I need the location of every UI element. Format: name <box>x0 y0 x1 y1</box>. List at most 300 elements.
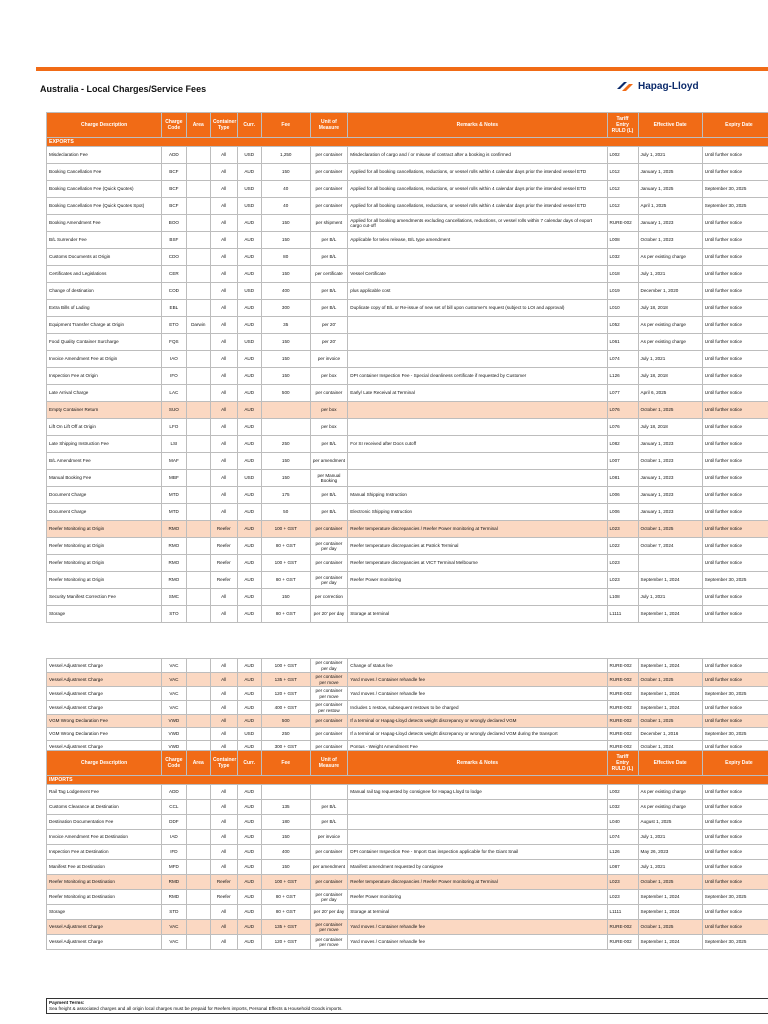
imports-cell-eff: May 26, 2023 <box>638 845 702 860</box>
exports-row <box>47 198 768 215</box>
exports-cell-code: FQS <box>162 334 186 351</box>
vac-row <box>47 687 768 701</box>
imports-cell-fee: 80 + GST <box>261 905 310 920</box>
imports-cell-ruld: L1111 <box>607 905 638 920</box>
exports-cell-exp: September 30, 2025 <box>702 572 768 589</box>
exports-cell-code: CER <box>162 266 186 283</box>
imports-cell-code: RMD <box>162 875 186 890</box>
exports-cell-curr: AUD <box>237 249 261 266</box>
exports-cell-area <box>186 249 210 266</box>
exports-cell-ruld: L076 <box>607 419 638 436</box>
exports-cell-uom: per correction <box>310 589 348 606</box>
exports-cell-uom: per container <box>310 555 348 572</box>
exports-cell-code: BCF <box>162 181 186 198</box>
exports-cell-fee: 80 + GST <box>261 606 310 623</box>
exports-cell-ruld: L019 <box>607 283 638 300</box>
exports-cell-type: Reefer <box>210 521 237 538</box>
exports-cell-uom: per B/L <box>310 283 348 300</box>
vac-cell-curr: AUD <box>237 659 261 673</box>
vac-cell-curr: AUD <box>237 701 261 715</box>
imports-cell-area <box>186 920 210 935</box>
imports-cell-code: MFD <box>162 860 186 875</box>
exports-cell-exp: Until further notice <box>702 232 768 249</box>
imports-cell-exp: Until further notice <box>702 785 768 800</box>
exports-cell-notes <box>348 249 607 266</box>
imports-row <box>47 920 768 935</box>
exports-cell-uom: per B/L <box>310 487 348 504</box>
exports-row <box>47 436 768 453</box>
exports-cell-ruld: L010 <box>607 300 638 317</box>
exports-cell-ruld: L022 <box>607 538 638 555</box>
exports-cell-notes <box>348 402 607 419</box>
vac-cell-eff: September 1, 2024 <box>638 659 702 673</box>
imports-cell-code: DDF <box>162 815 186 830</box>
exports-cell-uom: per box <box>310 402 348 419</box>
exports-cell-notes: Manual Shipping Instruction <box>348 487 607 504</box>
exports-cell-fee: 80 + GST <box>261 538 310 555</box>
imports-cell-type: All <box>210 785 237 800</box>
imports-cell-ruld: L002 <box>607 785 638 800</box>
exports-cell-area <box>186 147 210 164</box>
vac-cell-uom: per container <box>310 715 348 728</box>
imports-cell-type: All <box>210 815 237 830</box>
imports-col-uom: Unit of Measure <box>310 751 348 776</box>
imports-row <box>47 875 768 890</box>
imports-cell-desc: Customs Clearance at Destination <box>47 800 162 815</box>
vac-cell-fee: 300 + GST <box>261 741 310 754</box>
exports-cell-type: All <box>210 487 237 504</box>
imports-cell-curr: AUD <box>237 785 261 800</box>
imports-col-ruld: Tariff Entry RULD (L) <box>607 751 638 776</box>
hapag-lloyd-logo-icon <box>616 80 634 92</box>
imports-cell-area <box>186 890 210 905</box>
imports-cell-ruld: L023 <box>607 890 638 905</box>
exports-cell-curr: USD <box>237 334 261 351</box>
imports-cell-eff: July 1, 2021 <box>638 830 702 845</box>
imports-cell-notes: Yard moves / Container rehandle fee <box>348 920 607 935</box>
imports-cell-type: All <box>210 800 237 815</box>
imports-cell-ruld: L023 <box>607 875 638 890</box>
exports-cell-eff: October 1, 2025 <box>638 521 702 538</box>
exports-cell-desc: Reefer Monitoring at Origin <box>47 572 162 589</box>
imports-col-eff: Effective Date <box>638 751 702 776</box>
exports-cell-ruld: L023 <box>607 572 638 589</box>
exports-cell-code: MTD <box>162 504 186 521</box>
imports-cell-ruld: L087 <box>607 860 638 875</box>
exports-cell-eff: October 1, 2023 <box>638 453 702 470</box>
exports-cell-exp: Until further notice <box>702 266 768 283</box>
exports-row <box>47 368 768 385</box>
exports-cell-type: All <box>210 504 237 521</box>
exports-cell-type: All <box>210 215 237 232</box>
vac-cell-eff: September 1, 2024 <box>638 701 702 715</box>
exports-cell-uom: per 20' per day <box>310 606 348 623</box>
imports-cell-eff: July 1, 2021 <box>638 860 702 875</box>
exports-cell-fee: 1,250 <box>261 147 310 164</box>
imports-section-label: IMPORTS <box>47 776 768 785</box>
exports-cell-uom: per container <box>310 147 348 164</box>
exports-cell-fee: 250 <box>261 436 310 453</box>
imports-cell-curr: AUD <box>237 830 261 845</box>
exports-cell-exp: Until further notice <box>702 300 768 317</box>
imports-cell-notes: Reefer temperature discrepancies / Reefer Power monitoring at Terminal <box>348 875 607 890</box>
exports-cell-notes: Applied for all booking cancellations, reductions, or vessel rolls within 4 calendar days prior the intended vessel ETD <box>348 181 607 198</box>
exports-cell-exp: September 30, 2025 <box>702 198 768 215</box>
imports-header-row <box>47 751 768 776</box>
exports-cell-notes <box>348 589 607 606</box>
imports-cell-area <box>186 905 210 920</box>
exports-cell-area <box>186 300 210 317</box>
exports-cell-code: ETO <box>162 317 186 334</box>
imports-cell-code: CCL <box>162 800 186 815</box>
vac-cell-curr: USD <box>237 728 261 741</box>
exports-cell-fee <box>261 402 310 419</box>
imports-cell-notes <box>348 830 607 845</box>
imports-cell-notes: Manifest amendment requested by consignee <box>348 860 607 875</box>
imports-cell-uom: per invoice <box>310 830 348 845</box>
exports-cell-fee: 40 <box>261 198 310 215</box>
exports-cell-area <box>186 164 210 181</box>
imports-cell-type: All <box>210 830 237 845</box>
vac-cell-uom: per container per move <box>310 687 348 701</box>
exports-cell-code: BSF <box>162 232 186 249</box>
imports-cell-uom: per container per move <box>310 935 348 950</box>
exports-cell-uom: per B/L <box>310 232 348 249</box>
exports-cell-eff: September 1, 2024 <box>638 572 702 589</box>
vac-cell-code: VWD <box>162 728 186 741</box>
exports-cell-curr: AUD <box>237 164 261 181</box>
imports-cell-notes <box>348 800 607 815</box>
exports-cell-fee: 150 <box>261 368 310 385</box>
exports-cell-eff: January 1, 2023 <box>638 504 702 521</box>
exports-header-row <box>47 113 768 138</box>
exports-cell-type: Reefer <box>210 555 237 572</box>
exports-cell-notes: Duplicate copy of B/L or Re-issue of new set of bill upon customer's request (subject to LOI and approval) <box>348 300 607 317</box>
exports-cell-uom: per container <box>310 181 348 198</box>
imports-cell-notes <box>348 815 607 830</box>
exports-cell-eff: January 1, 2023 <box>638 215 702 232</box>
exports-cell-desc: Booking Cancellation Fee <box>47 164 162 181</box>
exports-cell-exp: Until further notice <box>702 368 768 385</box>
exports-row <box>47 555 768 572</box>
exports-cell-curr: AUD <box>237 555 261 572</box>
exports-cell-code: SMC <box>162 589 186 606</box>
imports-cell-exp: Until further notice <box>702 815 768 830</box>
exports-row <box>47 419 768 436</box>
exports-cell-notes: Electronic Shipping Instruction <box>348 504 607 521</box>
exports-cell-eff <box>638 555 702 572</box>
exports-cell-uom: per container <box>310 385 348 402</box>
vac-row <box>47 701 768 715</box>
imports-cell-code: RMD <box>162 890 186 905</box>
imports-cell-exp: September 30, 2025 <box>702 890 768 905</box>
imports-cell-desc: Vessel Adjustment Charge <box>47 920 162 935</box>
exports-col-curr: Curr. <box>237 113 261 138</box>
exports-cell-type: Reefer <box>210 572 237 589</box>
exports-cell-uom: per container per day <box>310 538 348 555</box>
exports-row <box>47 606 768 623</box>
vac-row <box>47 673 768 687</box>
exports-cell-ruld: L012 <box>607 164 638 181</box>
imports-cell-type: Reefer <box>210 875 237 890</box>
imports-cell-curr: AUD <box>237 935 261 950</box>
vac-cell-type: All <box>210 659 237 673</box>
exports-cell-eff: July 18, 2018 <box>638 368 702 385</box>
imports-cell-desc: Vessel Adjustment Charge <box>47 935 162 950</box>
exports-cell-exp: Until further notice <box>702 334 768 351</box>
imports-cell-eff: September 1, 2024 <box>638 935 702 950</box>
vac-cell-desc: Vessel Adjustment Charge <box>47 701 162 715</box>
exports-cell-area <box>186 504 210 521</box>
exports-cell-notes <box>348 317 607 334</box>
exports-cell-code: MBF <box>162 470 186 487</box>
exports-cell-curr: AUD <box>237 419 261 436</box>
exports-cell-desc: Invoice Amendment Fee at Origin <box>47 351 162 368</box>
exports-cell-curr: AUD <box>237 385 261 402</box>
imports-cell-fee: 180 <box>261 815 310 830</box>
imports-cell-uom: per amendment <box>310 860 348 875</box>
exports-cell-area <box>186 453 210 470</box>
exports-cell-uom: per amendment <box>310 453 348 470</box>
imports-col-fee: Fee <box>261 751 310 776</box>
exports-cell-uom: per Manual Booking <box>310 470 348 487</box>
vac-cell-uom: per container per restow <box>310 701 348 715</box>
imports-cell-ruld: RURE-002 <box>607 920 638 935</box>
exports-cell-exp: Until further notice <box>702 317 768 334</box>
exports-cell-area <box>186 606 210 623</box>
imports-row <box>47 830 768 845</box>
exports-cell-ruld: L082 <box>607 436 638 453</box>
exports-cell-uom: per container per day <box>310 572 348 589</box>
imports-cell-curr: AUD <box>237 845 261 860</box>
vac-cell-area <box>186 728 210 741</box>
vac-cell-code: VWD <box>162 715 186 728</box>
imports-table <box>46 750 768 950</box>
imports-cell-code: IFD <box>162 845 186 860</box>
exports-cell-code: ADD <box>162 147 186 164</box>
vac-cell-notes: If a terminal or Hapag-Lloyd detects weight discrepancy or wrongly declared VGM <box>348 715 607 728</box>
exports-cell-desc: Late Arrival Charge <box>47 385 162 402</box>
imports-col-notes: Remarks & Notes <box>348 751 607 776</box>
exports-cell-notes <box>348 419 607 436</box>
vac-cell-type: All <box>210 741 237 754</box>
exports-cell-exp: Until further notice <box>702 487 768 504</box>
imports-cell-curr: AUD <box>237 905 261 920</box>
exports-cell-type: All <box>210 181 237 198</box>
exports-cell-fee: 80 <box>261 249 310 266</box>
exports-cell-area <box>186 402 210 419</box>
vac-cell-area <box>186 687 210 701</box>
exports-cell-type: All <box>210 453 237 470</box>
exports-cell-area <box>186 198 210 215</box>
vac-cell-type: All <box>210 728 237 741</box>
imports-cell-ruld: RURE-002 <box>607 935 638 950</box>
exports-cell-desc: Reefer Monitoring at Origin <box>47 555 162 572</box>
exports-cell-eff: December 1, 2020 <box>638 283 702 300</box>
vessel-adjustment-table <box>46 658 768 754</box>
exports-cell-eff: January 1, 2025 <box>638 164 702 181</box>
brand-name: Hapag-Lloyd <box>638 80 699 92</box>
exports-cell-fee: 150 <box>261 215 310 232</box>
exports-cell-area <box>186 436 210 453</box>
exports-row <box>47 147 768 164</box>
exports-cell-code: RMO <box>162 521 186 538</box>
imports-cell-desc: Reefer Monitoring at Destination <box>47 890 162 905</box>
exports-cell-code: BCF <box>162 198 186 215</box>
imports-cell-type: All <box>210 860 237 875</box>
exports-cell-eff: July 18, 2018 <box>638 300 702 317</box>
vac-cell-ruld: RURE-002 <box>607 673 638 687</box>
exports-cell-ruld: L074 <box>607 351 638 368</box>
exports-row <box>47 351 768 368</box>
exports-cell-desc: Customs Documents at Origin <box>47 249 162 266</box>
exports-cell-exp: Until further notice <box>702 283 768 300</box>
exports-cell-code: MTD <box>162 487 186 504</box>
exports-cell-curr: AUD <box>237 351 261 368</box>
exports-cell-ruld: RURE-002 <box>607 215 638 232</box>
exports-cell-area <box>186 266 210 283</box>
exports-cell-area <box>186 283 210 300</box>
vac-cell-exp: September 30, 2025 <box>702 728 768 741</box>
exports-cell-fee: 40 <box>261 181 310 198</box>
exports-cell-curr: AUD <box>237 487 261 504</box>
exports-cell-notes: DPI container Inspection Fee - Special cleanliness certificate if requested by Customer <box>348 368 607 385</box>
vac-cell-fee: 250 <box>261 728 310 741</box>
imports-row <box>47 860 768 875</box>
exports-cell-curr: AUD <box>237 589 261 606</box>
exports-row <box>47 232 768 249</box>
exports-cell-ruld: L002 <box>607 147 638 164</box>
exports-cell-eff: September 1, 2024 <box>638 606 702 623</box>
exports-cell-area <box>186 538 210 555</box>
exports-cell-ruld: L052 <box>607 317 638 334</box>
exports-row <box>47 215 768 232</box>
exports-cell-exp: Until further notice <box>702 606 768 623</box>
exports-cell-curr: AUD <box>237 453 261 470</box>
exports-cell-fee: 150 <box>261 164 310 181</box>
exports-cell-notes: Applied for all booking cancellations, reductions, or vessel rolls within 4 calendar days prior the intended vessel ETD <box>348 198 607 215</box>
imports-cell-exp: Until further notice <box>702 845 768 860</box>
exports-cell-type: All <box>210 402 237 419</box>
vac-cell-ruld: RURE-002 <box>607 728 638 741</box>
exports-cell-area <box>186 555 210 572</box>
imports-cell-curr: AUD <box>237 815 261 830</box>
exports-cell-ruld: L108 <box>607 589 638 606</box>
exports-cell-eff: April 1, 2025 <box>638 198 702 215</box>
exports-cell-fee: 300 <box>261 300 310 317</box>
imports-cell-uom: per B/L <box>310 800 348 815</box>
vac-cell-desc: Vessel Adjustment Charge <box>47 659 162 673</box>
vac-row <box>47 715 768 728</box>
vac-cell-fee: 135 + GST <box>261 673 310 687</box>
exports-col-notes: Remarks & Notes <box>348 113 607 138</box>
imports-cell-curr: AUD <box>237 920 261 935</box>
exports-cell-exp: Until further notice <box>702 504 768 521</box>
exports-cell-exp: Until further notice <box>702 436 768 453</box>
exports-cell-desc: Booking Amendment Fee <box>47 215 162 232</box>
page-title: Australia - Local Charges/Service Fees <box>40 84 207 94</box>
imports-cell-curr: AUD <box>237 800 261 815</box>
exports-cell-exp: September 30, 2025 <box>702 181 768 198</box>
exports-cell-exp: Until further notice <box>702 351 768 368</box>
imports-cell-fee: 150 <box>261 830 310 845</box>
exports-cell-exp: Until further notice <box>702 453 768 470</box>
vac-cell-type: All <box>210 673 237 687</box>
exports-cell-ruld: L032 <box>607 249 638 266</box>
exports-cell-type: All <box>210 198 237 215</box>
exports-cell-uom: per B/L <box>310 249 348 266</box>
exports-cell-eff: July 1, 2021 <box>638 266 702 283</box>
imports-cell-type: All <box>210 845 237 860</box>
exports-cell-ruld: L076 <box>607 402 638 419</box>
imports-cell-area <box>186 860 210 875</box>
exports-cell-eff: As per existing charge <box>638 334 702 351</box>
vac-cell-ruld: RURE-002 <box>607 659 638 673</box>
exports-cell-notes: Misdeclaration of cargo and / or misuse of contract after a booking is confirmed <box>348 147 607 164</box>
exports-row <box>47 521 768 538</box>
exports-cell-exp: Until further notice <box>702 521 768 538</box>
imports-cell-type: Reefer <box>210 890 237 905</box>
exports-cell-desc: Manual Booking Fee <box>47 470 162 487</box>
imports-cell-code: VAC <box>162 920 186 935</box>
vac-cell-notes: Yard moves / Container rehandle fee <box>348 687 607 701</box>
exports-cell-uom: per container <box>310 521 348 538</box>
exports-cell-curr: USD <box>237 470 261 487</box>
exports-cell-fee: 100 + GST <box>261 521 310 538</box>
exports-cell-area <box>186 419 210 436</box>
imports-cell-fee: 150 <box>261 860 310 875</box>
imports-col-curr: Curr. <box>237 751 261 776</box>
vac-cell-code: VAC <box>162 673 186 687</box>
exports-col-desc: Charge Description <box>47 113 162 138</box>
imports-col-area: Area <box>186 751 210 776</box>
imports-cell-eff: September 1, 2024 <box>638 905 702 920</box>
exports-cell-area <box>186 181 210 198</box>
imports-cell-uom: per B/L <box>310 815 348 830</box>
exports-cell-uom: per invoice <box>310 351 348 368</box>
exports-cell-code: RMO <box>162 538 186 555</box>
exports-cell-eff: July 1, 2021 <box>638 147 702 164</box>
exports-col-eff: Effective Date <box>638 113 702 138</box>
vac-cell-type: All <box>210 715 237 728</box>
exports-col-code: Charge Code <box>162 113 186 138</box>
brand-logo <box>616 80 699 92</box>
vac-cell-uom: per container per move <box>310 673 348 687</box>
imports-cell-curr: AUD <box>237 875 261 890</box>
exports-row <box>47 266 768 283</box>
imports-cell-type: All <box>210 905 237 920</box>
exports-cell-fee: 150 <box>261 334 310 351</box>
exports-row <box>47 470 768 487</box>
exports-cell-eff: As per existing charge <box>638 317 702 334</box>
imports-row <box>47 935 768 950</box>
exports-cell-ruld: L023 <box>607 555 638 572</box>
imports-cell-fee <box>261 785 310 800</box>
exports-cell-desc: Reefer Monitoring at Origin <box>47 538 162 555</box>
exports-cell-exp: Until further notice <box>702 589 768 606</box>
exports-col-fee: Fee <box>261 113 310 138</box>
exports-row <box>47 249 768 266</box>
exports-col-type: Container Type <box>210 113 237 138</box>
exports-cell-fee: 80 + GST <box>261 572 310 589</box>
imports-cell-code: STD <box>162 905 186 920</box>
vac-cell-eff: December 1, 2016 <box>638 728 702 741</box>
imports-cell-desc: Invoice Amendment Fee at Destination <box>47 830 162 845</box>
vac-cell-ruld: RURE-002 <box>607 701 638 715</box>
exports-cell-curr: USD <box>237 283 261 300</box>
vac-cell-code: VAC <box>162 701 186 715</box>
exports-cell-area <box>186 232 210 249</box>
